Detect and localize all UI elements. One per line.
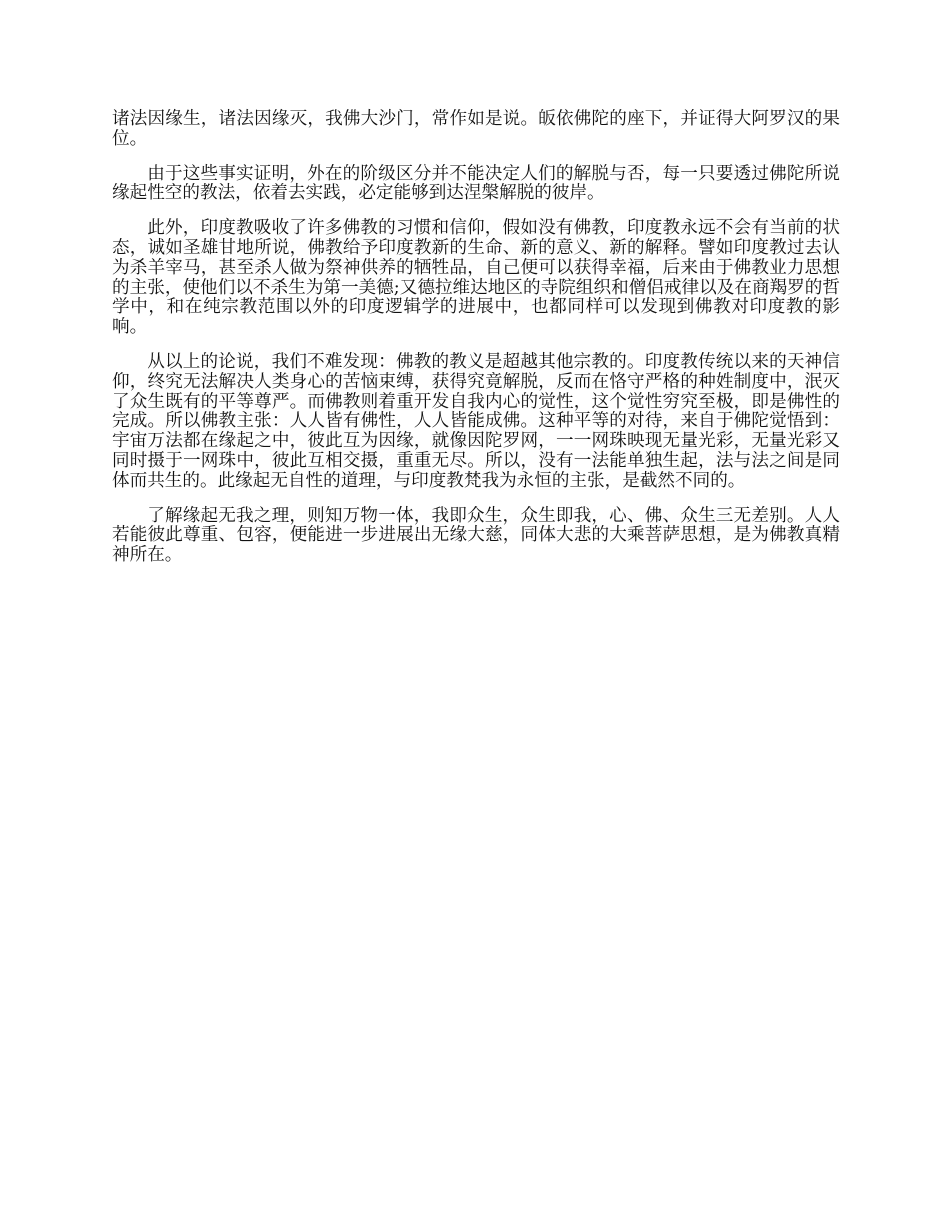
document-page	[112, 110, 840, 581]
paragraph-1: 诸法因缘生，诸法因缘灭，我佛大沙门，常作如是说。皈依佛陀的座下，并证得大阿罗汉的果位。	[112, 109, 840, 149]
paragraph-2: 由于这些事实证明，外在的阶级区分并不能决定人们的解脱与否，每一只要透过佛陀所说缘起性空的教法，依着去实践，必定能够到达涅槃解脱的彼岸。	[112, 163, 840, 204]
paragraph-4: 从以上的论说，我们不难发现：佛教的教义是超越其他宗教的。印度教传统以来的天神信仰，终究无法解决人类身心的苦恼束缚，获得究竟解脱，反而在恪守严格的种姓制度中，泯灭了众生既有的平等尊严。而佛教则着重开发自我内心的觉性，这个觉性穷究至极，即是佛性的完成。所以佛教主张：人人皆有佛性，人人皆能成佛。这种平等的对待，来自于佛陀觉悟到：宇宙万法都在缘起之中，彼此互为因缘，就像因陀罗网，一一网珠映现无量光彩，无量光彩又同时摄于一网珠中，彼此互相交摄，重重无尽。所以，没有一法能单独生起，法与法之间是同体而共生的。此缘起无自性的道理，与印度教梵我为永恒的主张，是截然不同的。	[112, 351, 840, 491]
paragraph-3: 此外，印度教吸收了许多佛教的习惯和信仰，假如没有佛教，印度教永远不会有当前的状态，诚如圣雄甘地所说，佛教给予印度教新的生命、新的意义、新的解释。譬如印度教过去认为杀羊宰马，甚至杀人做为祭神供养的牺牲品，自己便可以获得幸福，后来由于佛教业力思想的主张，使他们以不杀生为第一美德;又德拉维达地区的寺院组织和僧侣戒律以及在商羯罗的哲学中，和在纯宗教范围以外的印度逻辑学的进展中，也都同样可以发现到佛教对印度教的影响。	[112, 218, 840, 338]
paragraph-5: 了解缘起无我之理，则知万物一体，我即众生，众生即我，心、佛、众生三无差别。人人若能彼此尊重、包容，便能进一步进展出无缘大慈，同体大悲的大乘菩萨思想，是为佛教真精神所在。	[112, 505, 840, 566]
